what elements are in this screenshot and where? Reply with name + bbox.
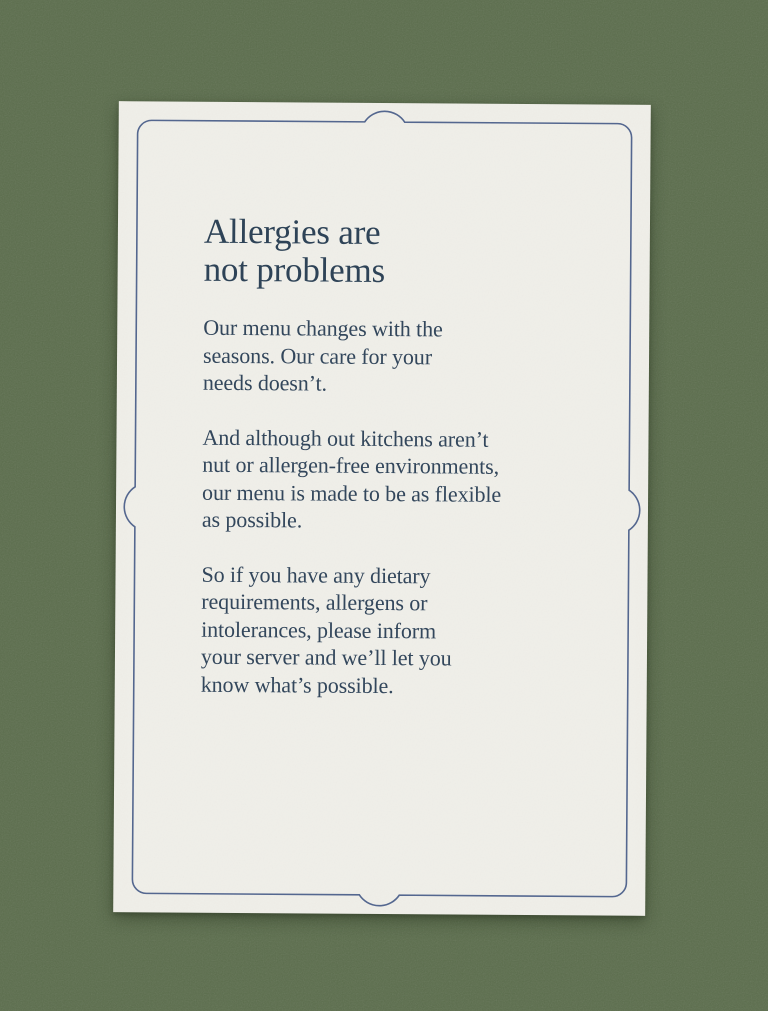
paragraph-line: as possible. — [201, 506, 303, 533]
paragraph-line: Our menu changes with the — [203, 314, 443, 342]
paragraph-line: needs doesn’t. — [202, 369, 328, 396]
paragraph-line: our menu is made to be as flexible — [202, 479, 502, 507]
allergy-notice-card — [113, 101, 651, 916]
paragraph-line: intolerances, please inform — [201, 616, 437, 643]
card-paragraph — [202, 423, 583, 536]
paragraph-line: requirements, allergens or — [201, 588, 428, 616]
card-content — [200, 102, 584, 728]
card-title — [204, 213, 585, 292]
paragraph-line: know what’s possible. — [200, 671, 394, 698]
paragraph-line: your server and we’ll let you — [200, 643, 452, 671]
paragraph-line: nut or allergen-free environments, — [202, 451, 500, 479]
card-paragraph — [201, 560, 582, 700]
title-line: Allergies are — [203, 211, 381, 252]
title-line: not problems — [203, 249, 386, 291]
paragraph-line: And although out kitchens aren’t — [202, 424, 489, 452]
paragraph-line: So if you have any dietary — [201, 561, 431, 588]
paragraph-line: seasons. Our care for your — [202, 342, 433, 369]
card-paragraph — [203, 314, 584, 399]
